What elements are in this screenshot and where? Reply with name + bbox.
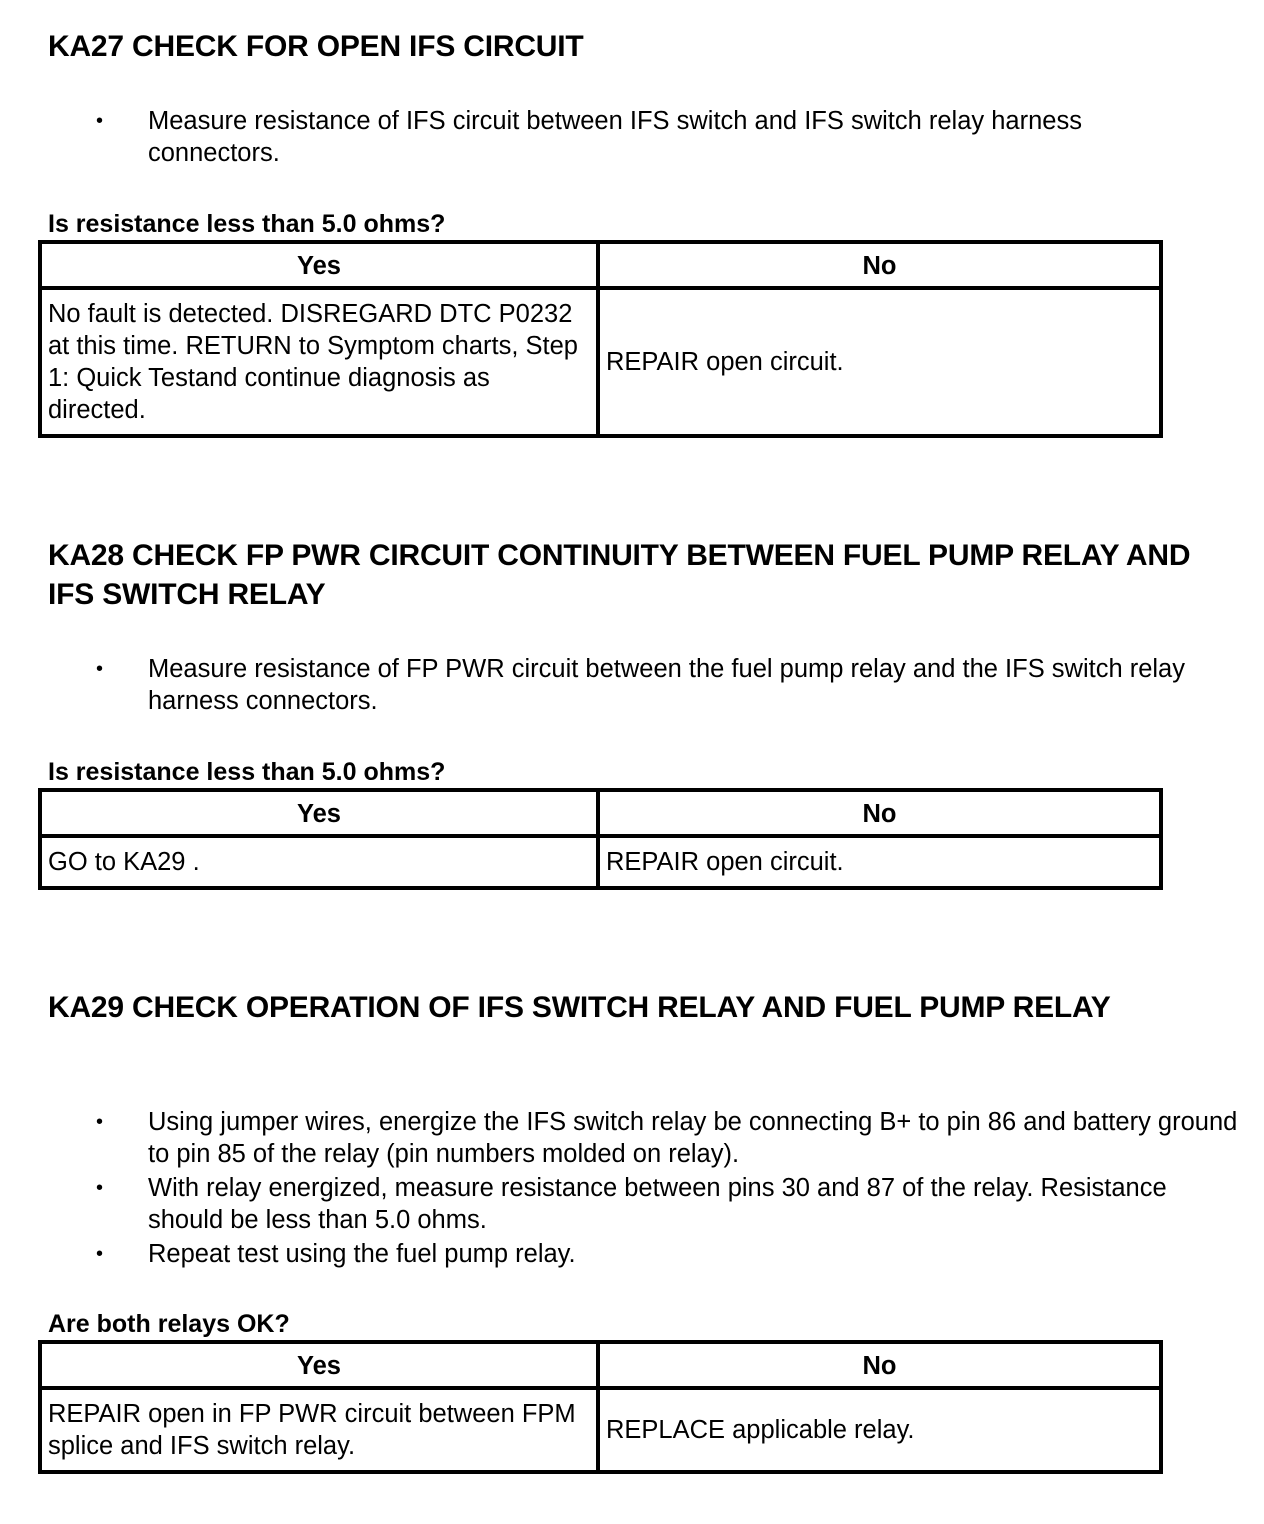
question-ka27: Is resistance less than 5.0 ohms?: [48, 210, 446, 238]
instruction-list-ka27: [48, 105, 1188, 171]
instruction-item: • Using jumper wires, energize the IFS switch relay be connecting B+ to pin 86 and battery ground to pin 85 of the relay (pin numbers molded on relay).: [96, 1108, 1238, 1168]
bullet-icon: •: [96, 658, 104, 680]
instruction-item: • Measure resistance of IFS circuit between IFS switch and IFS switch relay harness connectors.: [96, 107, 1082, 167]
cell-no: REPAIR open circuit.: [598, 836, 1161, 888]
header-yes: Yes: [40, 1342, 598, 1388]
section-heading-ka27: KA27 CHECK FOR OPEN IFS CIRCUIT: [48, 30, 584, 63]
decision-table-ka29: [38, 1340, 1163, 1474]
bullet-icon: •: [96, 110, 104, 132]
bullet-icon: •: [96, 1243, 104, 1265]
cell-yes: REPAIR open in FP PWR circuit between FPM splice and IFS switch relay.: [40, 1388, 598, 1472]
header-no: No: [598, 1342, 1161, 1388]
instruction-list-ka28: [48, 653, 1248, 719]
decision-table-ka28: [38, 788, 1163, 890]
section-heading-ka29: KA29 CHECK OPERATION OF IFS SWITCH RELAY AND FUEL PUMP RELAY: [48, 991, 1111, 1024]
section-heading-ka28: KA28 CHECK FP PWR CIRCUIT CONTINUITY BETWEEN FUEL PUMP RELAY AND IFS SWITCH RELAY: [48, 539, 1191, 611]
bullet-icon: •: [96, 1111, 104, 1133]
instruction-list-ka29: [48, 1106, 1248, 1272]
question-ka29: Are both relays OK?: [48, 1310, 290, 1338]
instruction-item: • Repeat test using the fuel pump relay.: [96, 1240, 576, 1268]
decision-table-ka27: [38, 240, 1163, 438]
question-ka28: Is resistance less than 5.0 ohms?: [48, 758, 446, 786]
instruction-item: • With relay energized, measure resistance between pins 30 and 87 of the relay. Resistance should be less than 5.0 ohms.: [96, 1174, 1167, 1234]
cell-yes: GO to KA29 .: [40, 836, 598, 888]
header-no: No: [598, 242, 1161, 288]
header-no: No: [598, 790, 1161, 836]
header-yes: Yes: [40, 790, 598, 836]
instruction-item: • Measure resistance of FP PWR circuit between the fuel pump relay and the IFS switch relay harness connectors.: [96, 655, 1185, 715]
cell-no: REPLACE applicable relay.: [598, 1388, 1161, 1472]
header-yes: Yes: [40, 242, 598, 288]
cell-yes: No fault is detected. DISREGARD DTC P0232 at this time. RETURN to Symptom charts, Step 1: Quick Testand continue diagnosis as directed.: [40, 288, 598, 436]
bullet-icon: •: [96, 1177, 104, 1199]
cell-no: REPAIR open circuit.: [598, 288, 1161, 436]
